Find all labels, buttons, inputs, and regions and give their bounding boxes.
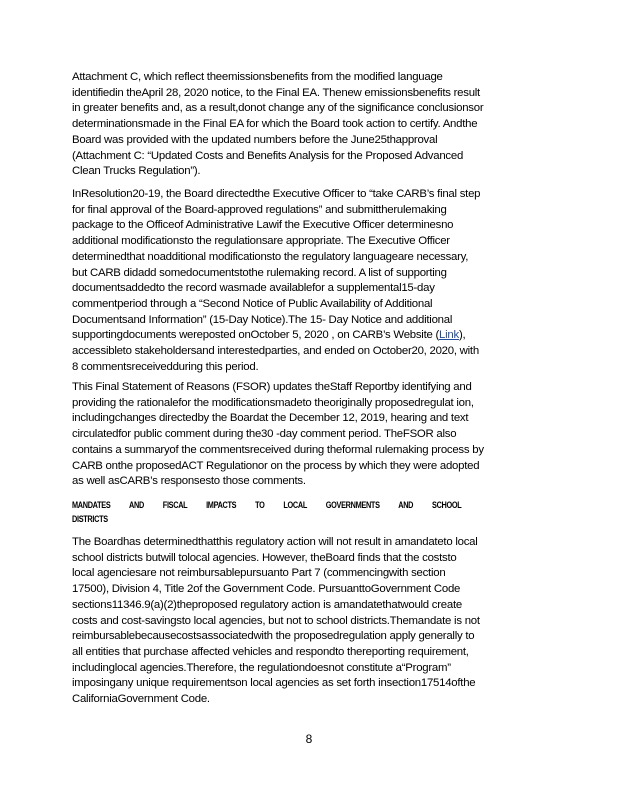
text-line: CARB onthe proposedACT Regulationor on the process by which they were adopted xyxy=(72,459,480,472)
text-line: Clean Trucks Regulation”). xyxy=(72,165,201,178)
text-line-with-link xyxy=(72,328,546,344)
heading-line: MANDATES AND FISCAL IMPACTS TO LOCAL GOVERNMENTS AND SCHOOL xyxy=(72,499,462,510)
paragraph-fsor xyxy=(72,380,546,490)
text-line: 17500), Division 4, Title 2of the Government Code. PursuanttoGovernment Code xyxy=(72,583,461,596)
text-line: reimbursablebecausecostsassociatedwith the proposedregulation apply generally to xyxy=(72,630,475,643)
text-line: CaliforniaGovernment Code. xyxy=(72,693,210,706)
text-line: Documentsand Information” (15-Day Notice).The 15- Day Notice and additional xyxy=(72,313,453,326)
text-line: for final approval of the Board-approved regulations” and submittherulemaking xyxy=(72,203,447,216)
text-line: school districts butwill tolocal agencies. However, theBoard finds that the coststo xyxy=(72,551,457,564)
text-line: all entities that purchase affected vehicles and respondto thereporting requirement, xyxy=(72,645,469,658)
text-line: sections11346.9(a)(2)theproposed regulatory action is amandatethatwould create xyxy=(72,598,462,611)
link-line-prefix: supportingdocuments wereposted onOctober 5, 2020 , on CARB’s Website ( xyxy=(72,329,440,342)
text-line: accessibleto stakeholdersand interestedparties, and ended on October20, 2020, with xyxy=(72,345,479,358)
text-line: includingchanges directedby the Boardat the December 12, 2019, hearing and text xyxy=(72,412,469,425)
text-line: (Attachment C: “Updated Costs and Benefits Analysis for the Proposed Advanced xyxy=(72,149,464,162)
text-line: circulatedfor public comment during the30 -day comment period. TheFSOR also xyxy=(72,428,457,441)
text-line: documentsaddedto the record wasmade availablefor a supplemental15-day xyxy=(72,282,435,295)
text-line: local agenciesare not reimbursablepursuanto Part 7 (commencingwith section xyxy=(72,567,446,580)
paragraph-mandate-determination xyxy=(72,535,546,708)
text-line: package to the Officeof Administrative Lawif the Executive Officer determinesno xyxy=(72,219,454,232)
text-line: includinglocal agencies.Therefore, the regulationdoesnot constitute a“Program” xyxy=(72,661,451,674)
text-line: identifiedin theApril 28, 2020 notice, to the Final EA. Thenew emissionsbenefits result xyxy=(72,86,480,99)
section-heading-mandates xyxy=(72,498,462,526)
text-line: InResolution20-19, the Board directedthe Executive Officer to “take CARB’s final step xyxy=(72,188,481,200)
text-line: as well asCARB’s responsesto those comments. xyxy=(72,475,306,488)
paragraph-attachment-c xyxy=(72,70,546,180)
heading-line: DISTRICTS xyxy=(72,513,108,524)
text-line: additional modificationsto the regulationsare appropriate. The Executive Officer xyxy=(72,235,450,248)
text-line: Attachment C, which reflect theemissionsbenefits from the modified language xyxy=(72,71,443,83)
text-line: This Final Statement of Reasons (FSOR) updates theStaff Reportby identifying and xyxy=(72,381,472,393)
text-line: imposingany unique requirementson local agencies as set forth insection17514ofthe xyxy=(72,677,476,690)
text-line: Board was provided with the updated numbers before the June25thapproval xyxy=(72,133,438,146)
text-line: The Boardhas determinedthatthis regulatory action will not result in amandateto local xyxy=(72,536,478,548)
text-line: 8 commentsreceivedduring this period. xyxy=(72,360,259,373)
text-line: providing the rationalefor the modificationsmadeto theoriginally proposedregulat ion, xyxy=(72,396,474,409)
text-line: costs and cost-savingsto local agencies, but not to school districts.Themandate is not xyxy=(72,614,480,627)
text-line: contains a summaryof the commentsreceived during theformal rulemaking process by xyxy=(72,443,484,456)
paragraph-resolution xyxy=(72,187,546,375)
text-line: determinationsmade in the Final EA for which the Board took action to certify. Andthe xyxy=(72,118,478,131)
link-line-suffix: ), xyxy=(458,329,466,342)
text-line: commentperiod through a “Second Notice of Public Availability of Additional xyxy=(72,297,433,310)
text-line: determinedthat noadditional modificationsto the regulatory languageare necessary, xyxy=(72,250,469,263)
text-line: in greater benefits and, as a result,donot change any of the significance conclusionsor xyxy=(72,102,484,115)
page-number: 8 xyxy=(305,732,313,746)
carb-website-link[interactable]: Link xyxy=(439,329,459,342)
text-line: but CARB didadd somedocumentstothe rulemaking record. A list of supporting xyxy=(72,266,447,279)
